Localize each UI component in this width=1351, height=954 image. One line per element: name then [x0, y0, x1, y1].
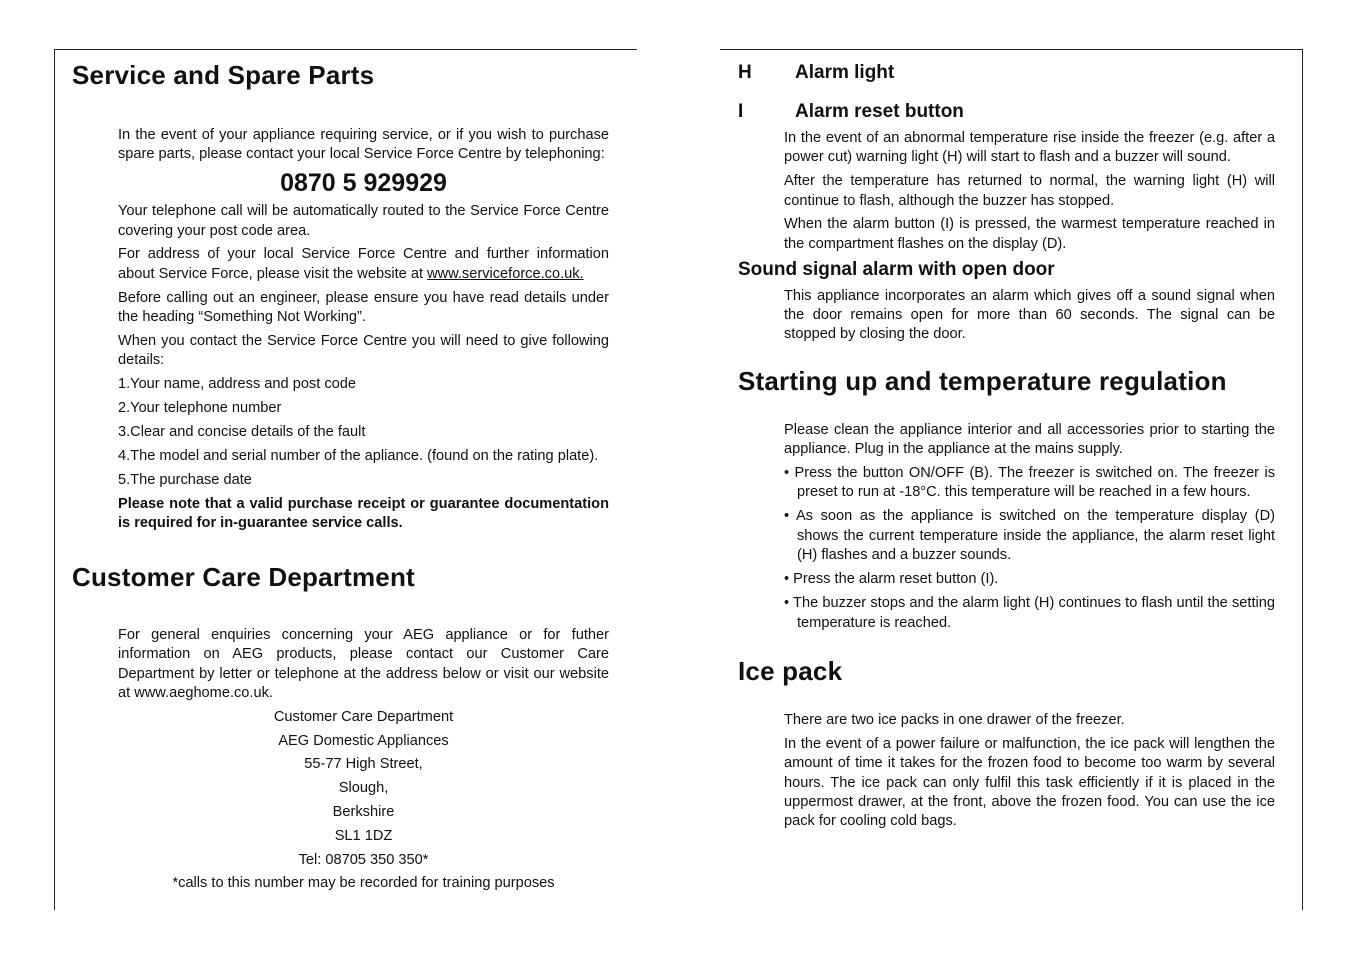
- service-phone-number: 0870 5 929929: [280, 169, 447, 198]
- sound-signal-text: This appliance incorporates an alarm which gives off a sound signal when the door remains open for more than 60 seconds. The signal can be stopped by closing the door.: [784, 287, 1275, 343]
- address-line: AEG Domestic Appliances: [278, 732, 449, 749]
- service-intro: In the event of your appliance requiring service, or if you wish to purchase spare parts, please contact your local Service Force Centre by telephoning:: [118, 127, 609, 163]
- starting-bullet: • Press the button ON/OFF (B). The freezer is switched on. The freezer is preset to run at -18°C. this temperature will be reached in a few hours.: [784, 465, 1275, 501]
- service-before-text: Before calling out an engineer, please ensure you have read details under the heading “Something Not Working”.: [118, 289, 609, 326]
- ice-pack-paragraph: In the event of a power failure or malfunction, the ice pack will lengthen the amount of time it takes for the frozen food to become too warm by several hours. The ice pack can only fulfil this task efficiently if it is placed in the uppermost drawer, at the front, above the frozen food. You can use the ice pack for cooling cold bags.: [784, 735, 1275, 830]
- starting-up-heading: Starting up and temperature regulation: [738, 365, 1227, 396]
- service-address-text: [118, 245, 609, 284]
- starting-bullet: • Press the alarm reset button (I).: [784, 571, 999, 588]
- details-list-item: 1.Your name, address and post code: [118, 376, 356, 393]
- details-list-item: 4.The model and serial number of the apliance. (found on the rating plate).: [118, 448, 599, 465]
- starting-up-intro: Please clean the appliance interior and all accessories prior to starting the appliance. Plug in the appliance at the mains supply.: [784, 421, 1275, 458]
- details-list-item: 2.Your telephone number: [118, 400, 282, 417]
- address-line: Customer Care Department: [273, 708, 454, 725]
- details-list-item: 5.The purchase date: [118, 472, 252, 489]
- service-body: [118, 126, 609, 534]
- starting-up-body: [784, 421, 1275, 633]
- customer-care-intro: For general enquiries concerning your AEG appliance or for futher information on AEG products, please contact our Customer Care Department by letter or telephone at the address below or visit our website at www.aeghome.co.uk.: [118, 626, 609, 702]
- left-page: [72, 60, 609, 898]
- service-routed-text: Your telephone call will be automatically routed to the Service Force Centre covering your post code area.: [118, 203, 609, 239]
- details-list-item: 3.Clear and concise details of the fault: [118, 424, 366, 441]
- address-line: 55-77 High Street,: [304, 756, 423, 773]
- guarantee-note: Please note that a valid purchase receipt or guarantee documentation is required for in-guarantee service calls.: [118, 496, 609, 532]
- starting-bullet: • As soon as the appliance is switched on the temperature display (D) shows the current temperature inside the appliance, the alarm reset light (H) flashes and a buzzer sounds.: [784, 508, 1275, 564]
- ice-pack-heading: Ice pack: [738, 656, 843, 687]
- right-page: [738, 62, 1275, 836]
- recording-notice: *calls to this number may be recorded for training purposes: [172, 875, 555, 892]
- sound-signal-body: [784, 287, 1275, 345]
- alarm-reset-heading: [738, 101, 1275, 123]
- ice-pack-paragraph: There are two ice packs in one drawer of the freezer.: [784, 712, 1125, 729]
- alarm-reset-letter: I: [738, 101, 744, 122]
- customer-care-telephone: Tel: 08705 350 350*: [298, 851, 429, 868]
- alarm-reset-body: [784, 129, 1275, 254]
- serviceforce-website-link[interactable]: www.serviceforce.co.uk.: [427, 265, 584, 282]
- address-line: Slough,: [338, 780, 389, 797]
- customer-care-body: [118, 626, 609, 894]
- sound-signal-heading: Sound signal alarm with open door: [738, 258, 1055, 280]
- service-address-pre: For address of your local Service Force Centre and further information about Service Force, please visit the website at: [118, 246, 609, 282]
- address-line: SL1 1DZ: [334, 827, 393, 844]
- service-spare-parts-heading: Service and Spare Parts: [72, 60, 375, 90]
- alarm-reset-paragraph: In the event of an abnormal temperature rise inside the freezer (e.g. after a power cut) warning light (H) will start to flash and a buzzer will sound.: [784, 130, 1275, 166]
- alarm-reset-paragraph: After the temperature has returned to normal, the warning light (H) will continue to flash, although the buzzer has stopped.: [784, 173, 1275, 209]
- ice-pack-body: [784, 711, 1275, 832]
- starting-bullet: • The buzzer stops and the alarm light (H) continues to flash until the setting temperature is reached.: [784, 595, 1275, 631]
- service-contact-text: When you contact the Service Force Centre you will need to give following details:: [118, 332, 609, 369]
- customer-care-heading: Customer Care Department: [72, 561, 415, 592]
- alarm-reset-paragraph: When the alarm button (I) is pressed, the warmest temperature reached in the compartment flashes on the display (D).: [784, 216, 1275, 252]
- address-line: Berkshire: [332, 804, 395, 821]
- alarm-light-heading: [738, 62, 1275, 84]
- alarm-light-letter: H: [738, 62, 752, 83]
- alarm-light-label: Alarm light: [795, 62, 895, 83]
- alarm-reset-label: Alarm reset button: [795, 101, 964, 122]
